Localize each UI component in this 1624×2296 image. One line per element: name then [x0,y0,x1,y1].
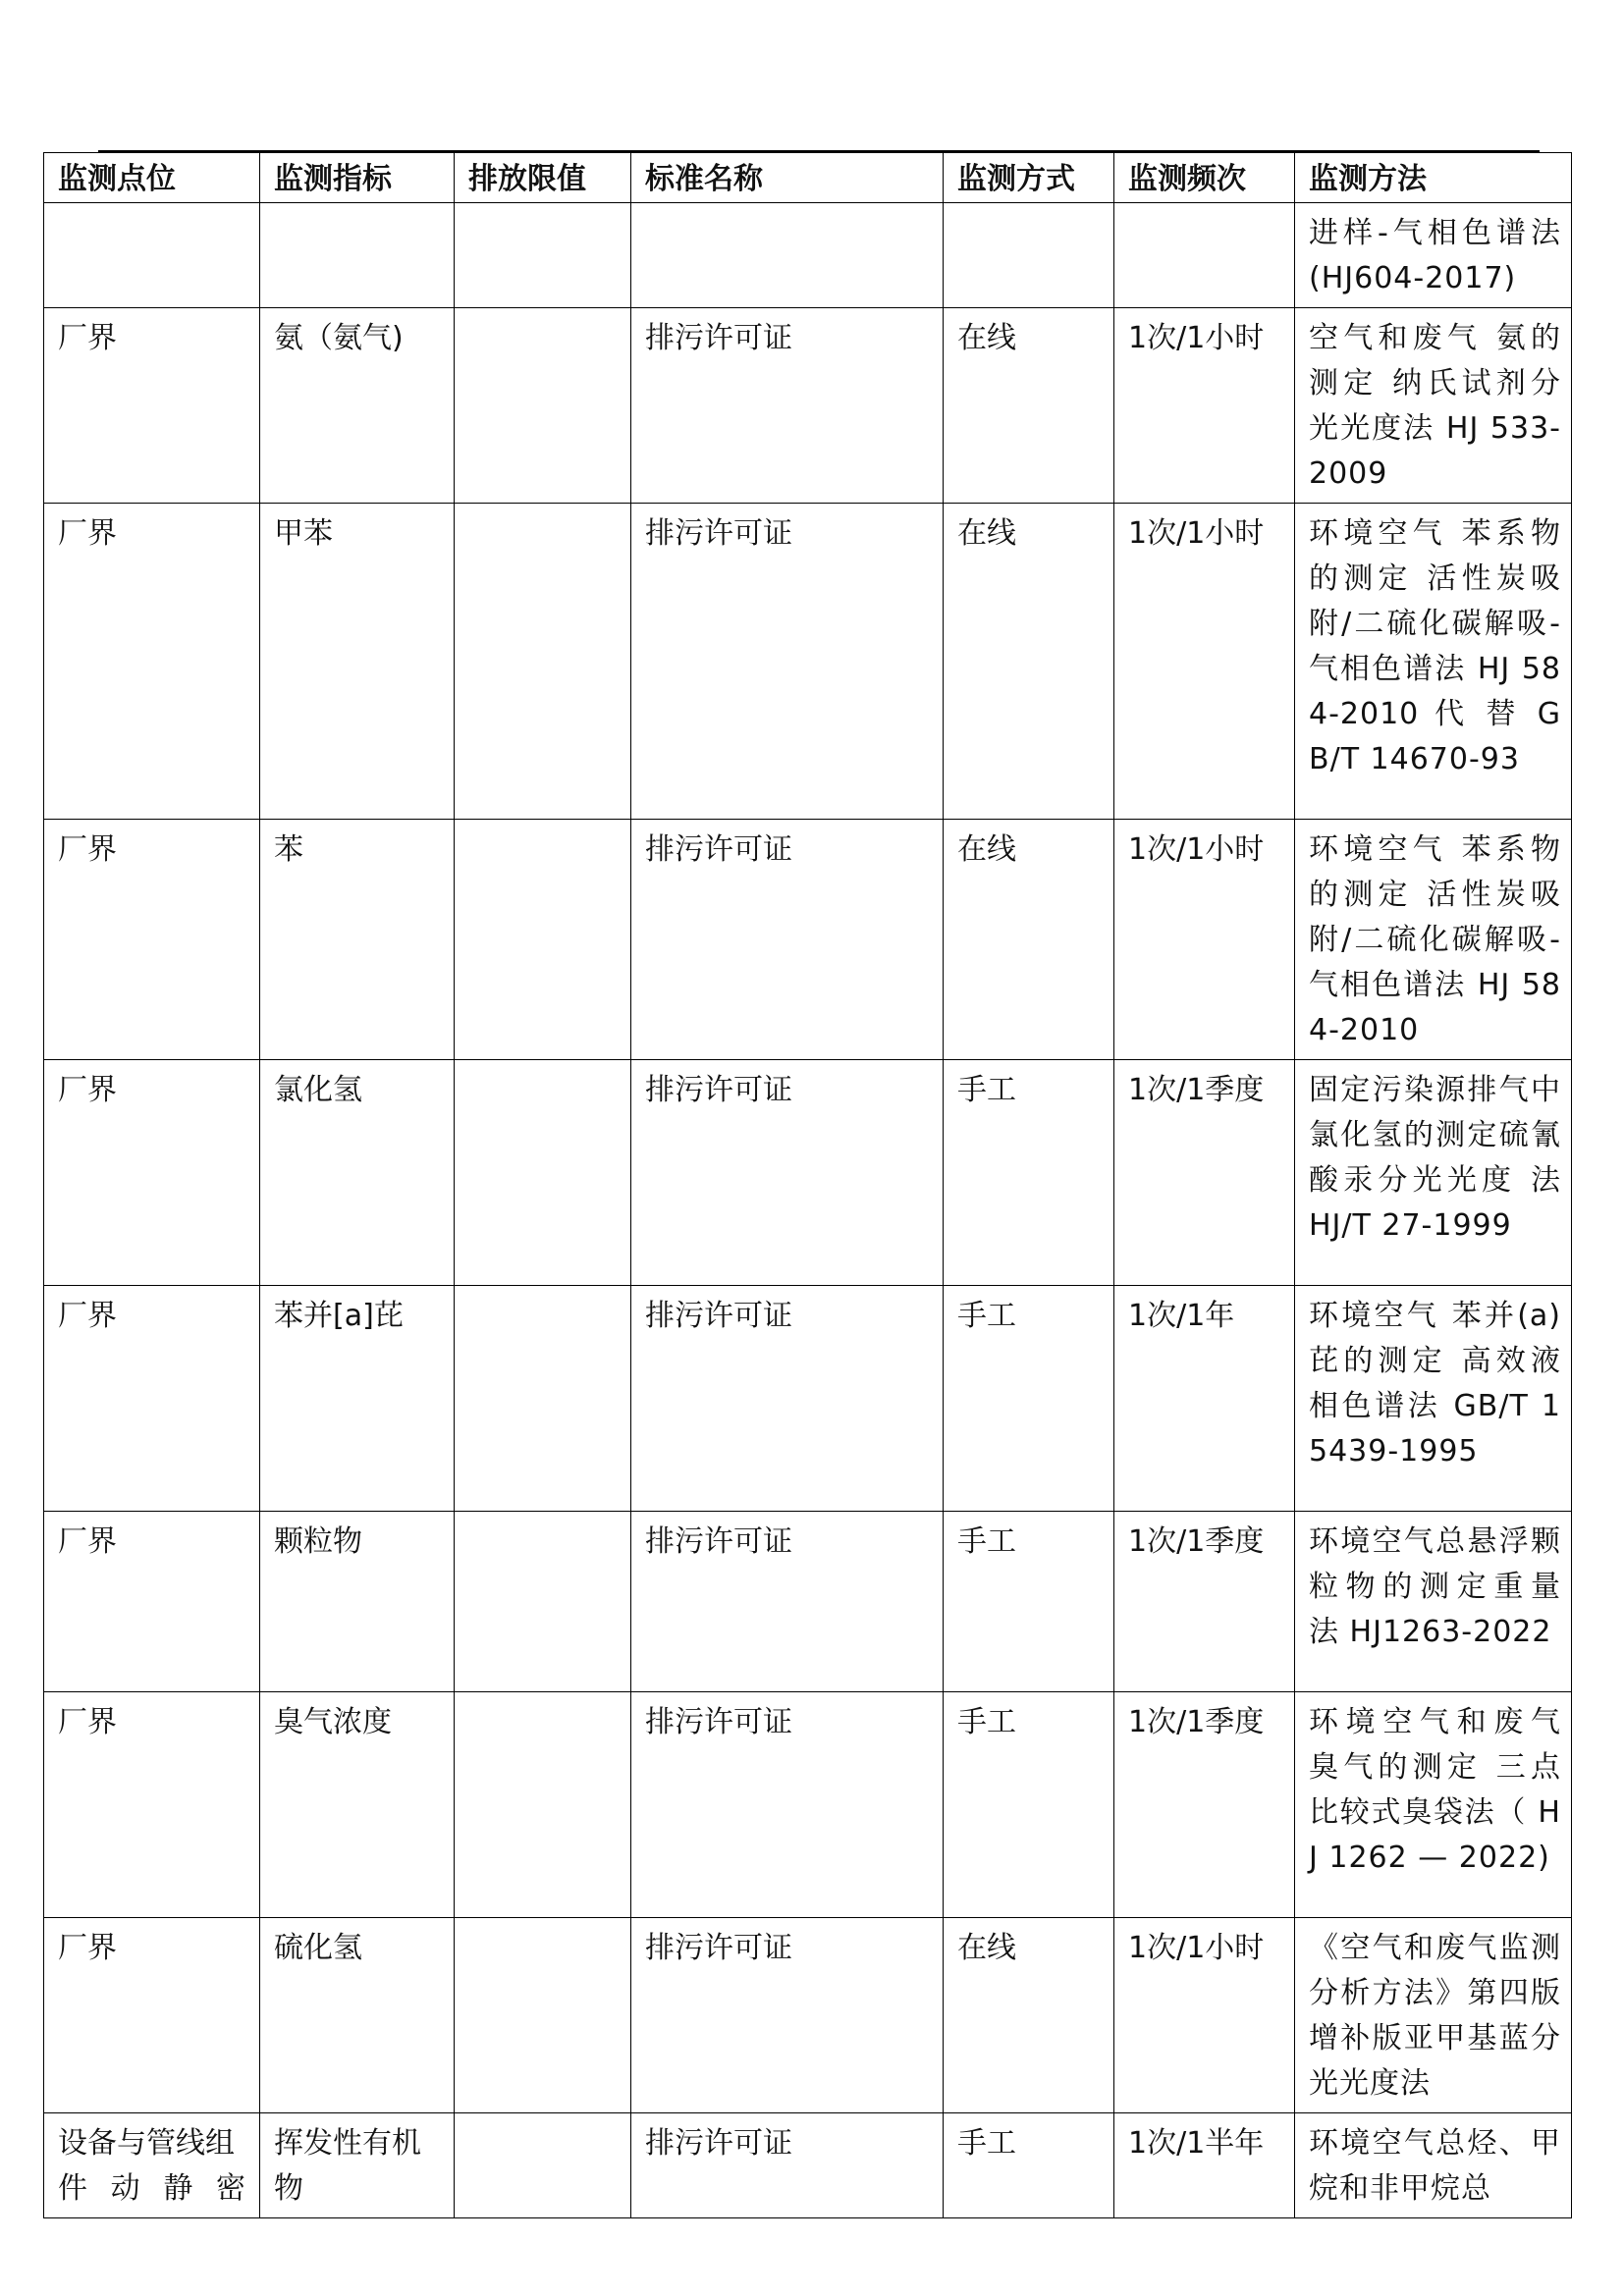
cell-frequency [1114,203,1295,308]
cell-standard: 排污许可证 [631,1286,944,1512]
cell-method: 环境空气总烃、甲烷和非甲烷总 [1295,2113,1572,2218]
cell-location: 厂界 [44,1512,260,1692]
cell-location: 厂界 [44,1918,260,2113]
cell-standard: 排污许可证 [631,1060,944,1286]
cell-indicator: 臭气浓度 [260,1692,455,1918]
cell-mode: 在线 [944,1918,1114,2113]
monitoring-table [43,152,1572,2218]
cell-standard: 排污许可证 [631,2113,944,2218]
cell-method: 环境空气 苯系物的测定 活性炭吸附/二硫化碳解吸-气相色谱法 HJ 584-2010 [1295,820,1572,1060]
cell-mode: 手工 [944,1512,1114,1692]
table-row [44,1286,1572,1512]
cell-location: 设备与管线组件动静密 [44,2113,260,2218]
cell-location: 厂界 [44,1286,260,1512]
cell-mode: 在线 [944,820,1114,1060]
cell-mode [944,203,1114,308]
cell-indicator: 甲苯 [260,504,455,820]
table-row [44,203,1572,308]
cell-limit [455,1512,631,1692]
header-frequency: 监测频次 [1114,153,1295,203]
table-row [44,2113,1572,2218]
header-indicator: 监测指标 [260,153,455,203]
cell-indicator: 苯 [260,820,455,1060]
cell-method: 环境空气和废气 臭气的测定 三点比较式臭袋法（ HJ 1262 — 2022) [1295,1692,1572,1918]
cell-indicator: 氨（氨气) [260,308,455,504]
cell-mode: 手工 [944,1692,1114,1918]
cell-standard [631,203,944,308]
cell-mode: 在线 [944,504,1114,820]
table-row [44,820,1572,1060]
cell-frequency: 1次/1小时 [1114,308,1295,504]
table-row [44,308,1572,504]
cell-mode: 在线 [944,308,1114,504]
cell-location [44,203,260,308]
cell-frequency: 1次/1小时 [1114,504,1295,820]
header-limit: 排放限值 [455,153,631,203]
cell-mode: 手工 [944,1060,1114,1286]
table-row [44,1918,1572,2113]
cell-indicator: 氯化氢 [260,1060,455,1286]
cell-indicator: 苯并[a]芘 [260,1286,455,1512]
table-header-row [44,153,1572,203]
cell-frequency: 1次/1季度 [1114,1692,1295,1918]
cell-limit [455,1692,631,1918]
table-row [44,1512,1572,1692]
cell-limit [455,308,631,504]
cell-indicator: 颗粒物 [260,1512,455,1692]
cell-method: 空气和废气 氨的测定 纳氏试剂分光光度法 HJ 533-2009 [1295,308,1572,504]
table-row [44,1692,1572,1918]
cell-location: 厂界 [44,504,260,820]
cell-frequency: 1次/1小时 [1114,1918,1295,2113]
cell-indicator [260,203,455,308]
cell-limit [455,1060,631,1286]
cell-standard: 排污许可证 [631,1692,944,1918]
cell-method: 环境空气 苯并(a)芘的测定 高效液相色谱法 GB/T 15439-1995 [1295,1286,1572,1512]
table-row [44,504,1572,820]
cell-limit [455,1286,631,1512]
cell-location: 厂界 [44,1060,260,1286]
cell-limit [455,203,631,308]
cell-standard: 排污许可证 [631,308,944,504]
cell-method: 环境空气 苯系物的测定 活性炭吸附/二硫化碳解吸-气相色谱法 HJ 584-2010 代 替 GB/T 14670-93 [1295,504,1572,820]
cell-standard: 排污许可证 [631,820,944,1060]
header-mode: 监测方式 [944,153,1114,203]
cell-method: 固定污染源排气中氯化氢的测定硫氰酸汞分光光度 法 HJ/T 27-1999 [1295,1060,1572,1286]
cell-location: 厂界 [44,1692,260,1918]
cell-indicator: 硫化氢 [260,1918,455,2113]
cell-mode: 手工 [944,2113,1114,2218]
header-method: 监测方法 [1295,153,1572,203]
cell-indicator: 挥发性有机物 [260,2113,455,2218]
cell-limit [455,1918,631,2113]
cell-method: 环境空气总悬浮颗粒物的测定重量 法 HJ1263-2022 [1295,1512,1572,1692]
cell-frequency: 1次/1小时 [1114,820,1295,1060]
cell-standard: 排污许可证 [631,504,944,820]
table-row [44,1060,1572,1286]
cell-standard: 排污许可证 [631,1512,944,1692]
cell-location: 厂界 [44,820,260,1060]
cell-location: 厂界 [44,308,260,504]
cell-limit [455,504,631,820]
header-standard: 标准名称 [631,153,944,203]
cell-frequency: 1次/1半年 [1114,2113,1295,2218]
cell-method: 进样-气相色谱法(HJ604-2017) [1295,203,1572,308]
cell-frequency: 1次/1年 [1114,1286,1295,1512]
cell-mode: 手工 [944,1286,1114,1512]
cell-limit [455,820,631,1060]
cell-method: 《空气和废气监测分析方法》第四版增补版亚甲基蓝分光光度法 [1295,1918,1572,2113]
cell-standard: 排污许可证 [631,1918,944,2113]
cell-frequency: 1次/1季度 [1114,1512,1295,1692]
cell-frequency: 1次/1季度 [1114,1060,1295,1286]
cell-limit [455,2113,631,2218]
header-location: 监测点位 [44,153,260,203]
